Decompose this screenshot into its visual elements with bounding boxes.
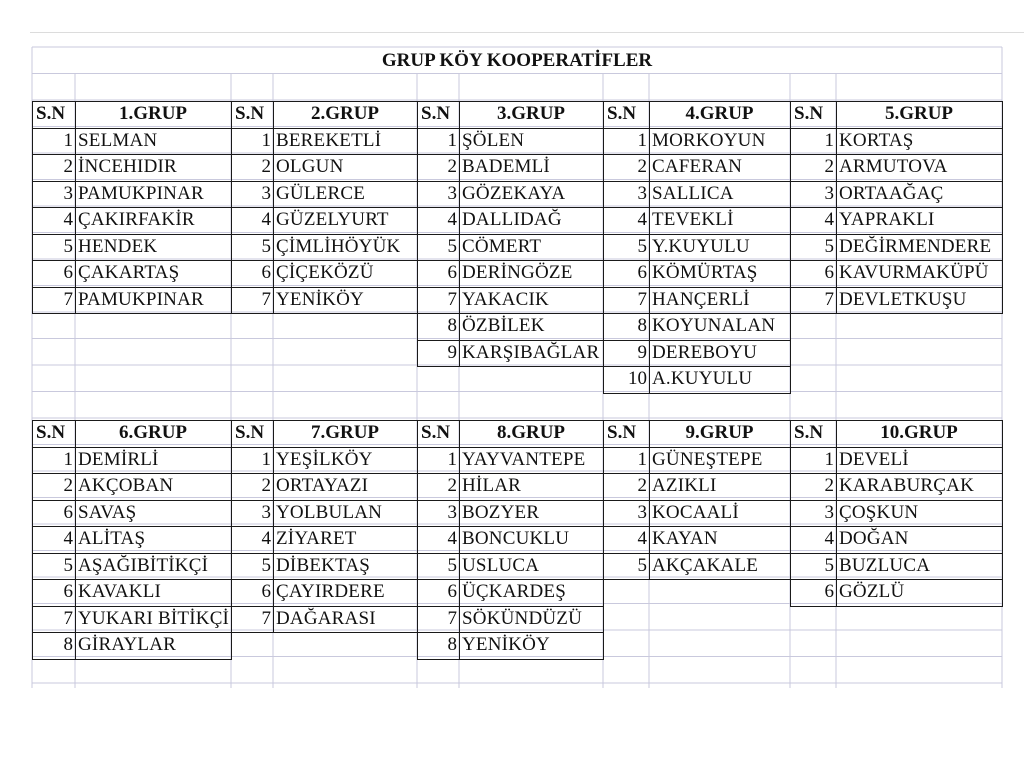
village-name: ŞÖLEN bbox=[462, 129, 525, 151]
group-header: 4.GRUP bbox=[685, 103, 754, 124]
row-number: 5 bbox=[447, 235, 457, 257]
row-number: 7 bbox=[63, 288, 73, 310]
village-name: DALLIDAĞ bbox=[462, 209, 562, 230]
row-separator bbox=[32, 606, 231, 607]
row-separator bbox=[417, 340, 603, 341]
row-number: 2 bbox=[824, 156, 834, 177]
village-name: DERİNGÖZE bbox=[462, 262, 573, 283]
row-separator bbox=[790, 181, 1002, 182]
village-name: BEREKETLİ bbox=[276, 129, 382, 151]
row-number: 5 bbox=[63, 235, 73, 257]
village-name: ÇOŞKUN bbox=[839, 501, 919, 523]
village-name: OLGUN bbox=[276, 156, 344, 177]
village-name: ZİYARET bbox=[276, 528, 357, 549]
group-table-border bbox=[603, 101, 791, 394]
village-name: GÖZEKAYA bbox=[462, 182, 566, 204]
row-number: 2 bbox=[63, 156, 73, 177]
row-number: 1 bbox=[261, 129, 271, 151]
row-separator bbox=[790, 500, 1002, 501]
row-number: 7 bbox=[63, 607, 73, 629]
village-name: DEREBOYU bbox=[652, 341, 758, 363]
sn-header: S.N bbox=[421, 422, 451, 443]
row-number: 1 bbox=[824, 129, 834, 151]
row-number: 1 bbox=[637, 129, 647, 151]
group-header: 3.GRUP bbox=[496, 103, 566, 124]
row-number: 8 bbox=[63, 634, 73, 655]
village-name: ÇAYIRDERE bbox=[276, 581, 385, 602]
row-number: 2 bbox=[824, 475, 834, 496]
village-name: TEVEKLİ bbox=[652, 209, 734, 230]
row-number: 1 bbox=[447, 129, 457, 151]
sn-header: S.N bbox=[794, 422, 824, 443]
row-number: 7 bbox=[824, 288, 834, 310]
row-separator bbox=[32, 128, 231, 129]
row-number: 5 bbox=[637, 554, 647, 576]
row-separator bbox=[417, 579, 603, 580]
row-separator bbox=[603, 500, 790, 501]
village-name: GÜZELYURT bbox=[276, 209, 389, 230]
row-number: 5 bbox=[824, 554, 834, 576]
row-number: 6 bbox=[824, 262, 834, 283]
row-number: 4 bbox=[261, 528, 271, 549]
village-name: Y.KUYULU bbox=[652, 235, 750, 257]
village-name: ALİTAŞ bbox=[78, 528, 146, 549]
row-number: 3 bbox=[261, 501, 271, 523]
row-number: 4 bbox=[637, 528, 647, 549]
row-separator bbox=[417, 526, 603, 527]
row-number: 3 bbox=[63, 182, 73, 204]
page-title: GRUP KÖY KOOPERATİFLER bbox=[381, 50, 653, 71]
village-name: MORKOYUN bbox=[652, 129, 766, 151]
row-separator bbox=[32, 154, 231, 155]
village-name: ÇİMLİHÖYÜK bbox=[276, 235, 401, 257]
row-separator bbox=[790, 447, 1002, 448]
row-number: 1 bbox=[63, 448, 73, 470]
row-separator bbox=[417, 287, 603, 288]
row-separator bbox=[417, 553, 603, 554]
sn-header: S.N bbox=[36, 422, 66, 443]
row-separator bbox=[603, 313, 790, 314]
village-name: DEVLETKUŞU bbox=[839, 288, 967, 310]
row-number: 3 bbox=[447, 182, 457, 204]
row-separator bbox=[231, 579, 417, 580]
village-name: KAVURMAKÜPÜ bbox=[839, 262, 989, 283]
row-number: 4 bbox=[261, 209, 271, 230]
row-number: 5 bbox=[824, 235, 834, 257]
village-name: KARŞIBAĞLAR bbox=[462, 341, 600, 363]
row-separator bbox=[603, 260, 790, 261]
group-table-border bbox=[417, 420, 604, 660]
row-separator bbox=[32, 526, 231, 527]
group-header: 9.GRUP bbox=[685, 422, 754, 443]
row-number: 6 bbox=[824, 581, 834, 602]
row-number: 6 bbox=[63, 501, 73, 523]
row-number: 1 bbox=[637, 448, 647, 470]
row-separator bbox=[32, 181, 231, 182]
row-separator bbox=[231, 154, 417, 155]
row-separator bbox=[603, 366, 790, 367]
row-separator bbox=[603, 553, 790, 554]
group-header: 2.GRUP bbox=[310, 103, 380, 124]
row-number: 10 bbox=[628, 368, 647, 389]
village-name: KAVAKLI bbox=[78, 581, 162, 602]
village-name: CÖMERT bbox=[462, 235, 542, 257]
sn-header: S.N bbox=[794, 103, 824, 124]
column-separator bbox=[459, 420, 460, 659]
village-name: ORTAYAZI bbox=[276, 475, 369, 496]
row-number: 9 bbox=[447, 341, 457, 363]
row-number: 6 bbox=[63, 262, 73, 283]
row-separator bbox=[417, 181, 603, 182]
row-separator bbox=[790, 128, 1002, 129]
village-name: CAFERAN bbox=[652, 156, 743, 177]
village-name: YOLBULAN bbox=[276, 501, 383, 523]
row-number: 2 bbox=[447, 156, 457, 177]
row-number: 4 bbox=[637, 209, 647, 230]
row-separator bbox=[32, 632, 231, 633]
village-name: ÇAKARTAŞ bbox=[78, 262, 180, 283]
row-number: 6 bbox=[63, 581, 73, 602]
group-header: 5.GRUP bbox=[884, 103, 954, 124]
row-separator bbox=[603, 447, 790, 448]
row-number: 2 bbox=[447, 475, 457, 496]
row-number: 3 bbox=[637, 182, 647, 204]
village-name: YEŞİLKÖY bbox=[276, 448, 373, 470]
column-separator bbox=[649, 101, 650, 393]
village-name: DEMİRLİ bbox=[78, 448, 159, 470]
village-name: AKÇOBAN bbox=[78, 475, 174, 496]
village-name: YAKACIK bbox=[462, 288, 549, 310]
row-separator bbox=[603, 287, 790, 288]
row-number: 1 bbox=[447, 448, 457, 470]
row-number: 6 bbox=[447, 581, 457, 602]
village-name: KOCAALİ bbox=[652, 501, 739, 523]
group-header: 1.GRUP bbox=[118, 103, 188, 124]
row-number: 5 bbox=[261, 554, 271, 576]
row-separator bbox=[231, 500, 417, 501]
row-separator bbox=[32, 500, 231, 501]
row-number: 4 bbox=[63, 528, 73, 549]
row-number: 4 bbox=[447, 528, 457, 549]
row-separator bbox=[603, 234, 790, 235]
row-number: 2 bbox=[261, 156, 271, 177]
village-name: SELMAN bbox=[78, 129, 158, 151]
village-name: GÖZLÜ bbox=[839, 581, 905, 602]
sn-header: S.N bbox=[607, 422, 637, 443]
row-number: 3 bbox=[637, 501, 647, 523]
row-number: 3 bbox=[824, 501, 834, 523]
row-number: 4 bbox=[63, 209, 73, 230]
village-name: GİRAYLAR bbox=[78, 634, 177, 655]
village-name: PAMUKPINAR bbox=[78, 182, 204, 204]
row-separator bbox=[417, 260, 603, 261]
row-number: 1 bbox=[261, 448, 271, 470]
row-number: 8 bbox=[447, 634, 457, 655]
village-name: GÜLERCE bbox=[276, 182, 366, 204]
row-separator bbox=[417, 207, 603, 208]
row-separator bbox=[603, 340, 790, 341]
village-name: ORTAAĞAÇ bbox=[839, 182, 944, 204]
row-number: 3 bbox=[447, 501, 457, 523]
row-number: 6 bbox=[261, 262, 271, 283]
row-number: 7 bbox=[637, 288, 647, 310]
village-name: HANÇERLİ bbox=[652, 288, 750, 310]
village-name: HİLAR bbox=[462, 475, 522, 496]
row-number: 1 bbox=[824, 448, 834, 470]
group-header: 6.GRUP bbox=[118, 422, 188, 443]
row-separator bbox=[32, 579, 231, 580]
village-name: KAYAN bbox=[652, 528, 718, 549]
column-separator bbox=[836, 420, 837, 606]
row-number: 2 bbox=[637, 475, 647, 496]
row-separator bbox=[231, 207, 417, 208]
row-number: 4 bbox=[447, 209, 457, 230]
sn-header: S.N bbox=[607, 103, 637, 124]
row-separator bbox=[231, 447, 417, 448]
row-number: 8 bbox=[637, 315, 647, 336]
row-number: 2 bbox=[63, 475, 73, 496]
row-number: 7 bbox=[261, 288, 271, 310]
village-name: AKÇAKALE bbox=[652, 554, 759, 576]
sn-header: S.N bbox=[421, 103, 451, 124]
row-separator bbox=[790, 287, 1002, 288]
village-name: ÖZBİLEK bbox=[462, 315, 545, 336]
village-name: BADEMLİ bbox=[462, 156, 550, 177]
row-separator bbox=[32, 473, 231, 474]
row-separator bbox=[417, 632, 603, 633]
sn-header: S.N bbox=[235, 103, 265, 124]
row-separator bbox=[231, 181, 417, 182]
village-name: BOZYER bbox=[462, 501, 540, 523]
group-header: 7.GRUP bbox=[310, 422, 380, 443]
row-separator bbox=[603, 526, 790, 527]
village-name: KOYUNALAN bbox=[652, 315, 776, 336]
row-separator bbox=[790, 234, 1002, 235]
row-number: 6 bbox=[261, 581, 271, 602]
village-name: SALLICA bbox=[652, 182, 734, 204]
village-name: DAĞARASI bbox=[276, 607, 376, 629]
row-separator bbox=[231, 260, 417, 261]
row-separator bbox=[231, 553, 417, 554]
row-number: 6 bbox=[637, 262, 647, 283]
village-name: SÖKÜNDÜZÜ bbox=[462, 607, 583, 629]
row-separator bbox=[32, 207, 231, 208]
village-name: YENİKÖY bbox=[276, 288, 364, 310]
row-separator bbox=[231, 128, 417, 129]
row-separator bbox=[790, 526, 1002, 527]
row-separator bbox=[417, 606, 603, 607]
village-name: DİBEKTAŞ bbox=[276, 554, 371, 576]
row-separator bbox=[231, 287, 417, 288]
row-number: 5 bbox=[63, 554, 73, 576]
row-separator bbox=[417, 447, 603, 448]
group-header: 8.GRUP bbox=[496, 422, 566, 443]
village-name: ÇAKIRFAKİR bbox=[78, 209, 195, 230]
row-number: 6 bbox=[447, 262, 457, 283]
village-name: DEĞİRMENDERE bbox=[839, 235, 992, 257]
village-name: ÜÇKARDEŞ bbox=[462, 581, 567, 602]
village-name: A.KUYULU bbox=[652, 368, 753, 389]
row-separator bbox=[417, 500, 603, 501]
village-name: KÖMÜRTAŞ bbox=[652, 262, 758, 283]
village-name: BUZLUCA bbox=[839, 554, 931, 576]
row-separator bbox=[790, 154, 1002, 155]
village-name: YUKARI BİTİKÇİ bbox=[78, 607, 230, 629]
row-number: 1 bbox=[63, 129, 73, 151]
row-separator bbox=[603, 128, 790, 129]
row-number: 9 bbox=[637, 341, 647, 363]
row-separator bbox=[603, 207, 790, 208]
row-number: 4 bbox=[824, 209, 834, 230]
village-name: USLUCA bbox=[462, 554, 540, 576]
row-separator bbox=[32, 447, 231, 448]
sn-header: S.N bbox=[36, 103, 66, 124]
row-number: 5 bbox=[447, 554, 457, 576]
row-separator bbox=[231, 606, 417, 607]
row-number: 7 bbox=[447, 607, 457, 629]
row-separator bbox=[32, 553, 231, 554]
village-name: YAYVANTEPE bbox=[462, 448, 586, 470]
row-separator bbox=[790, 553, 1002, 554]
row-separator bbox=[32, 260, 231, 261]
row-number: 3 bbox=[824, 182, 834, 204]
row-number: 5 bbox=[637, 235, 647, 257]
group-table-border bbox=[32, 420, 232, 660]
village-name: YENİKÖY bbox=[462, 634, 550, 655]
row-separator bbox=[603, 154, 790, 155]
column-separator bbox=[75, 420, 76, 659]
row-number: 8 bbox=[447, 315, 457, 336]
row-separator bbox=[32, 234, 231, 235]
group-header: 10.GRUP bbox=[880, 422, 958, 443]
row-number: 7 bbox=[261, 607, 271, 629]
row-separator bbox=[790, 473, 1002, 474]
village-name: KARABURÇAK bbox=[839, 475, 975, 496]
row-number: 2 bbox=[261, 475, 271, 496]
village-name: DOĞAN bbox=[839, 528, 909, 549]
row-separator bbox=[417, 128, 603, 129]
sn-header: S.N bbox=[235, 422, 265, 443]
village-name: AZIKLI bbox=[652, 475, 717, 496]
village-name: KORTAŞ bbox=[839, 129, 914, 151]
row-separator bbox=[231, 473, 417, 474]
village-name: YAPRAKLI bbox=[839, 209, 935, 230]
row-separator bbox=[417, 154, 603, 155]
village-name: ARMUTOVA bbox=[839, 156, 948, 177]
row-separator bbox=[603, 181, 790, 182]
village-name: AŞAĞIBİTİKÇİ bbox=[78, 554, 209, 576]
row-separator bbox=[603, 473, 790, 474]
village-name: DEVELİ bbox=[839, 448, 909, 470]
row-separator bbox=[417, 313, 603, 314]
row-number: 7 bbox=[447, 288, 457, 310]
row-separator bbox=[32, 287, 231, 288]
village-name: GÜNEŞTEPE bbox=[652, 448, 763, 470]
row-number: 4 bbox=[824, 528, 834, 549]
row-separator bbox=[790, 260, 1002, 261]
village-name: HENDEK bbox=[78, 235, 158, 257]
village-name: İNCEHIDIR bbox=[78, 156, 177, 177]
village-name: ÇİÇEKÖZÜ bbox=[276, 262, 374, 283]
row-separator bbox=[790, 207, 1002, 208]
row-separator bbox=[790, 579, 1002, 580]
row-number: 5 bbox=[261, 235, 271, 257]
row-separator bbox=[417, 234, 603, 235]
row-number: 3 bbox=[261, 182, 271, 204]
row-separator bbox=[417, 473, 603, 474]
row-separator bbox=[231, 234, 417, 235]
row-separator bbox=[231, 526, 417, 527]
row-number: 2 bbox=[637, 156, 647, 177]
village-name: SAVAŞ bbox=[78, 501, 137, 523]
village-name: BONCUKLU bbox=[462, 528, 570, 549]
village-name: PAMUKPINAR bbox=[78, 288, 204, 310]
